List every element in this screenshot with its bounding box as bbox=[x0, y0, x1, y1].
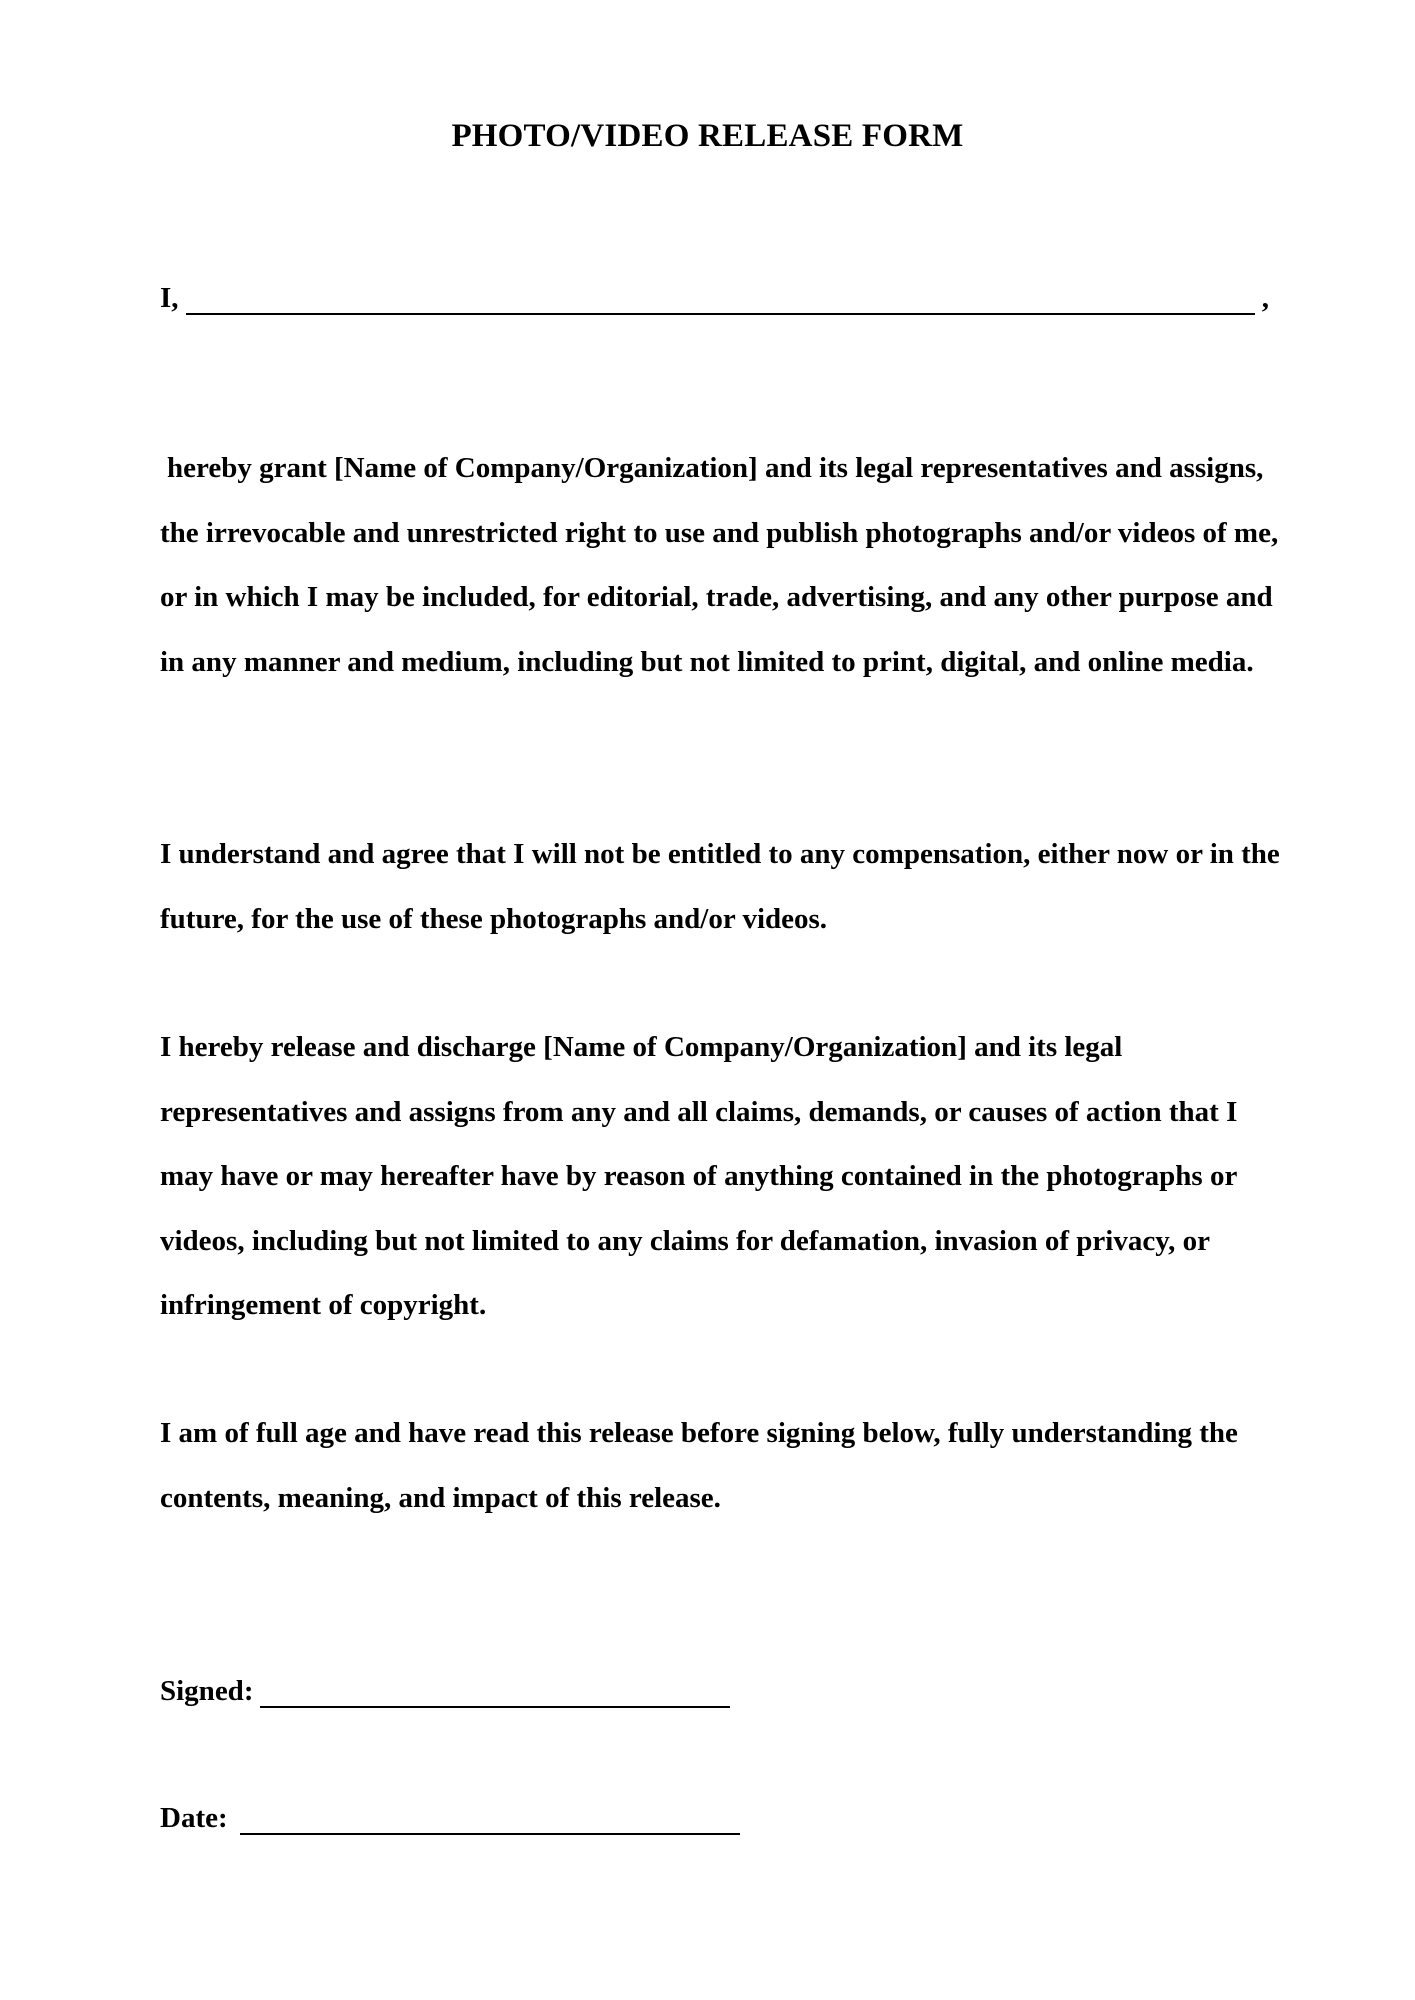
signature-blank-line[interactable] bbox=[260, 1706, 730, 1708]
signed-label: Signed: bbox=[160, 1675, 254, 1707]
compensation-paragraph: I understand and agree that I will not be entitled to any compensation, either now or in the future, for the use of these photographs and/or videos. bbox=[160, 838, 1280, 935]
date-label: Date: bbox=[160, 1802, 228, 1834]
date-row bbox=[160, 1802, 750, 1842]
date-blank-line[interactable] bbox=[240, 1833, 740, 1835]
name-blank-line[interactable] bbox=[186, 313, 1255, 315]
signature-row bbox=[160, 1675, 740, 1715]
name-prefix: I, bbox=[160, 282, 179, 314]
name-field-row bbox=[160, 282, 1275, 322]
page-title: PHOTO/VIDEO RELEASE FORM bbox=[451, 118, 964, 154]
age-paragraph: I am of full age and have read this release before signing below, fully understanding the contents, meaning, and impact of this release. bbox=[160, 1417, 1238, 1514]
grant-paragraph: hereby grant [Name of Company/Organization] and its legal representatives and assigns, the irrevocable and unrestricted right to use and publish photographs and/or videos of me, or in which I may be included, for editorial, trade, advertising, and any other purpose and in any manner and medium, including but not limited to print, digital, and online media. bbox=[160, 452, 1279, 678]
release-paragraph: I hereby release and discharge [Name of Company/Organization] and its legal representatives and assigns from any and all claims, demands, or causes of action that I may have or may hereafter have by reason of anything contained in the photographs or videos, including but not limited to any claims for defamation, invasion of privacy, or infringement of copyright. bbox=[160, 1031, 1238, 1321]
name-suffix: , bbox=[1261, 282, 1269, 314]
